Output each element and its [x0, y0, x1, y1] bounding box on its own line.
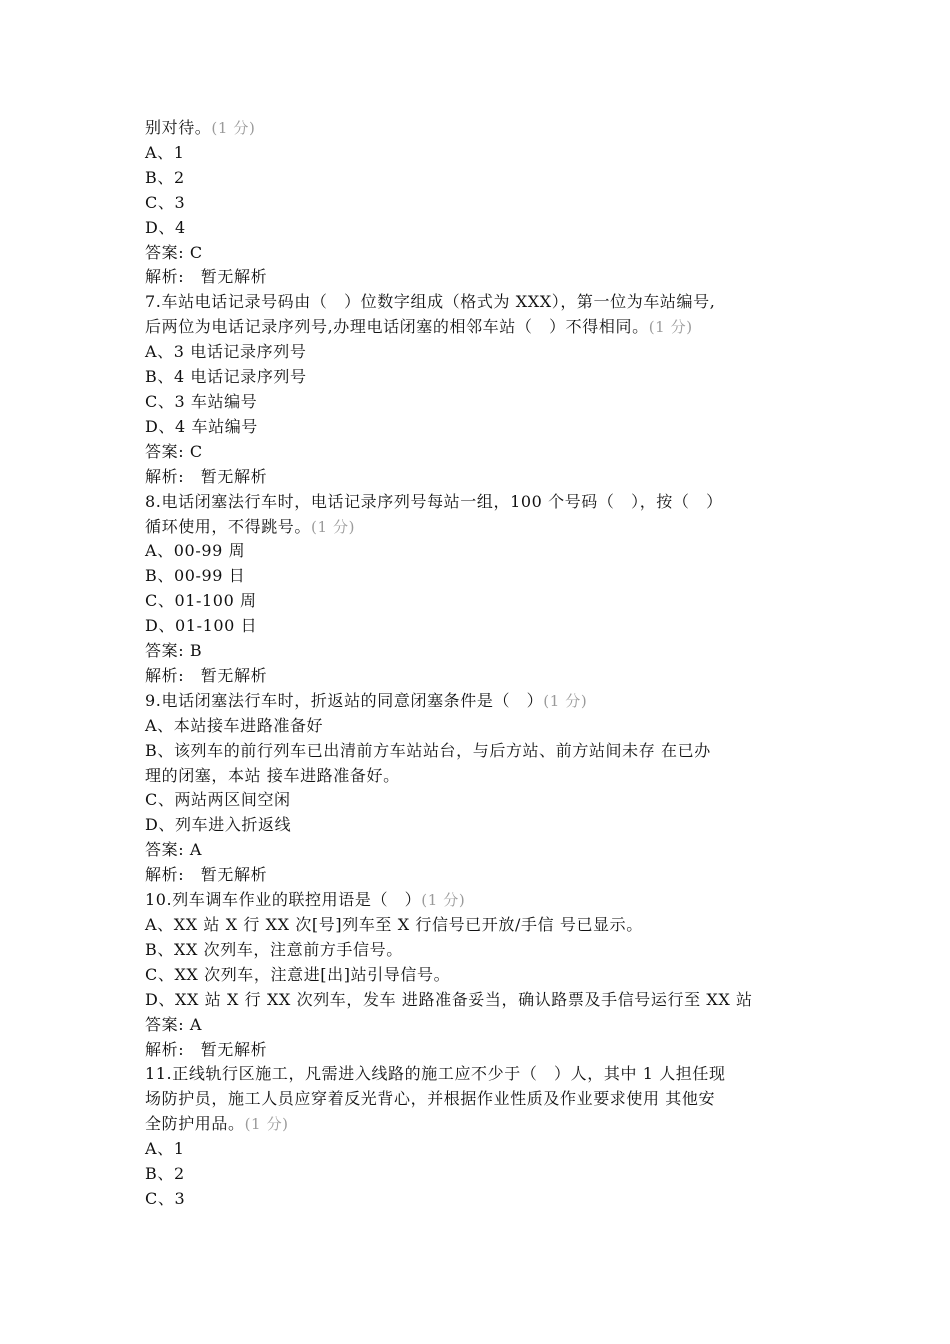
question-8-stem: 8.电话闭塞法行车时，电话记录序列号每站一组，100 个号码（ ），按（ ）	[145, 491, 723, 511]
question-6-option: D、4	[145, 217, 186, 237]
question-6-score: (1 分)	[211, 119, 256, 137]
question-7-text: 后两位为电话记录序列号,办理电话闭塞的相邻车站（ ）不得相同。	[145, 317, 649, 337]
question-8-option: D、01-100 日	[145, 616, 258, 636]
question-8-stem	[145, 515, 815, 540]
question-9-option: B、该列车的前行列车已出清前方车站站台，与后方站、前方站间未存 在已办	[145, 740, 711, 760]
question-8-option: B、00-99 日	[145, 566, 246, 586]
question-list	[145, 116, 815, 1212]
question-7-option: C、3 车站编号	[145, 391, 258, 411]
question-10-stem	[145, 888, 815, 913]
question-9-option: A、本站接车进路准备好	[145, 715, 324, 735]
question-10-option: B、XX 次列车，注意前方手信号。	[145, 939, 403, 959]
question-11-stem: 场防护员，施工人员应穿着反光背心，并根据作业性质及作业要求使用 其他安	[145, 1089, 716, 1109]
question-8-text: 循环使用，不得跳号。	[145, 516, 312, 536]
question-7-answer: 答案: C	[145, 441, 203, 461]
question-11-option: C、3	[145, 1188, 186, 1208]
question-9-answer: 答案: A	[145, 840, 203, 860]
question-6-option: B、2	[145, 167, 185, 187]
question-7-score: (1 分)	[648, 318, 693, 337]
question-8-score: (1 分)	[311, 517, 356, 536]
question-11-stem	[145, 1112, 815, 1137]
question-7-option: B、4 电话记录序列号	[145, 367, 307, 387]
question-8-option: C、01-100 周	[145, 591, 257, 611]
question-9-score: (1 分)	[543, 691, 588, 710]
question-8-analysis: 解析: 暂无解析	[145, 665, 268, 685]
question-9-analysis: 解析: 暂无解析	[145, 865, 268, 885]
question-11-score: (1 分)	[244, 1115, 289, 1134]
question-9-option: 理的闭塞，本站 接车进路准备好。	[145, 765, 400, 785]
question-11-stem: 11.正线轨行区施工，凡需进入线路的施工应不少于（ ）人，其中 1 人担任现	[145, 1064, 726, 1084]
question-9-option: D、列车进入折返线	[145, 815, 292, 835]
question-7-stem: 7.车站电话记录号码由（ ）位数字组成（格式为 XXX），第一位为车站编号,	[145, 292, 716, 312]
question-6-answer: 答案: C	[145, 242, 203, 262]
question-11-text: 全防护用品。	[145, 1114, 245, 1134]
question-6-analysis: 解析: 暂无解析	[145, 267, 268, 287]
question-10-score: (1 分)	[421, 891, 466, 910]
question-7-analysis: 解析: 暂无解析	[145, 466, 268, 486]
question-11-option: B、2	[145, 1164, 185, 1184]
question-6-option: A、1	[145, 142, 185, 162]
question-9-option: C、两站两区间空闲	[145, 790, 291, 810]
question-7-option: A、3 电话记录序列号	[145, 342, 307, 362]
question-10-option: A、XX 站 X 行 XX 次[号]列车至 X 行信号已开放/手信 号已显示。	[145, 915, 643, 934]
question-10-text: 10.列车调车作业的联控用语是（ ）	[145, 890, 422, 910]
question-6-stem	[145, 116, 815, 141]
question-11-option: A、1	[145, 1139, 185, 1159]
question-8-answer: 答案: B	[145, 641, 203, 661]
question-6-option: C、3	[145, 192, 186, 212]
question-10-answer: 答案: A	[145, 1014, 203, 1034]
question-7-stem	[145, 315, 815, 340]
question-10-option: D、XX 站 X 行 XX 次列车，发车 进路准备妥当，确认路票及手信号运行至 XX 站	[145, 989, 753, 1009]
question-10-option: C、XX 次列车，注意进[出]站引导信号。	[145, 964, 451, 984]
question-9-stem	[145, 689, 815, 714]
question-8-option: A、00-99 周	[145, 541, 246, 561]
question-7-option: D、4 车站编号	[145, 416, 258, 436]
question-9-text: 9.电话闭塞法行车时，折返站的同意闭塞条件是（ ）	[145, 690, 544, 710]
question-10-analysis: 解析: 暂无解析	[145, 1039, 268, 1059]
question-6-text: 别对待。	[145, 118, 212, 137]
